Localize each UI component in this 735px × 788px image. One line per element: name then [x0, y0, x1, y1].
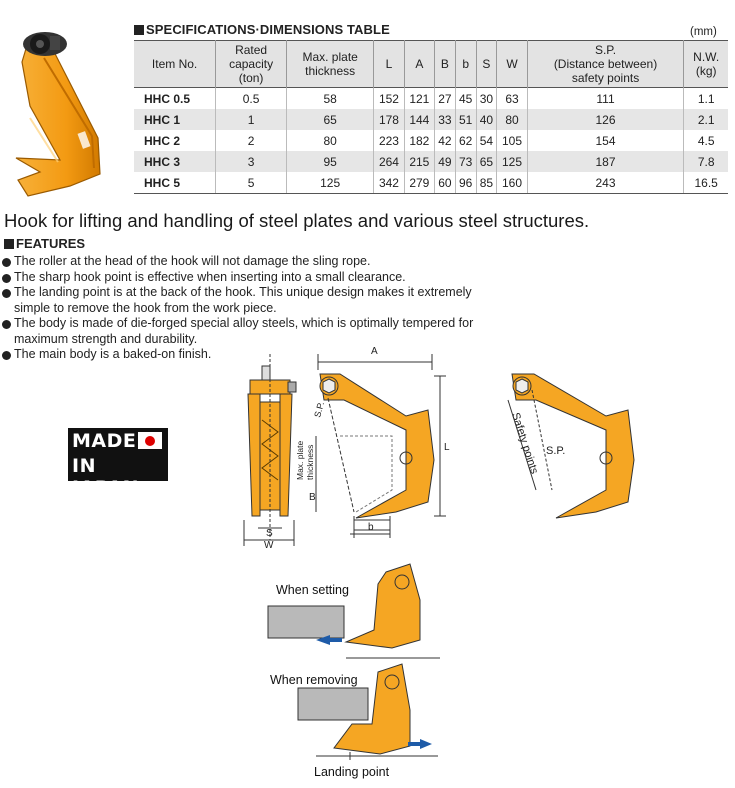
spec-value-cell: 160 [497, 172, 527, 194]
usage-diagrams [260, 560, 460, 785]
spec-value-cell: 1 [216, 109, 287, 130]
spec-value-cell: 152 [374, 88, 404, 110]
spec-value-cell: 5 [216, 172, 287, 194]
made-in-japan-badge [68, 428, 168, 499]
spec-header-cell [455, 41, 476, 88]
spec-value-cell: 7.8 [684, 151, 728, 172]
table-row [134, 172, 728, 194]
spec-value-cell: 105 [497, 130, 527, 151]
spec-header-text: S.P. [594, 43, 617, 57]
spec-table [134, 40, 728, 194]
spec-header-cell [435, 41, 456, 88]
spec-header-cell [374, 41, 404, 88]
spec-value-cell: 187 [527, 151, 684, 172]
spec-value-cell: 126 [527, 109, 684, 130]
dim-label-W: W [264, 540, 274, 550]
product-image [0, 18, 120, 208]
spec-value-cell: 342 [374, 172, 404, 194]
spec-value-cell: 243 [527, 172, 684, 194]
spec-value-cell: 58 [287, 88, 374, 110]
spec-header-text: N.W. [693, 50, 720, 64]
spec-value-cell: 95 [287, 151, 374, 172]
table-row [134, 88, 728, 110]
spec-header-text: A [415, 57, 424, 71]
spec-value-cell: 65 [476, 151, 497, 172]
spec-header-text: (ton) [238, 71, 264, 85]
spec-value-cell: 154 [527, 130, 684, 151]
spec-header-cell [527, 41, 684, 88]
spec-value-cell: 42 [435, 130, 456, 151]
spec-value-cell: 2.1 [684, 109, 728, 130]
dim-label-B: B [309, 492, 316, 503]
feature-text: The landing point is at the back of the hook. This unique design makes it extremely [14, 285, 472, 299]
spec-value-cell: 40 [476, 109, 497, 130]
item-number-cell: HHC 5 [134, 172, 216, 194]
steel-plate-removing [298, 688, 368, 720]
spec-header-text: B [440, 57, 449, 71]
spec-value-cell: 73 [455, 151, 476, 172]
spec-header-text: Item No. [151, 57, 198, 71]
spec-value-cell: 16.5 [684, 172, 728, 194]
hook-setting [346, 564, 420, 648]
table-row [134, 109, 728, 130]
spec-value-cell: 80 [497, 109, 527, 130]
steel-plate-setting [268, 606, 344, 638]
feature-text: The roller at the head of the hook will not damage the sling rope. [14, 254, 371, 268]
spec-value-cell: 85 [476, 172, 497, 194]
feature-text: The sharp hook point is effective when inserting into a small clearance. [14, 269, 406, 284]
feature-text: The main body is a baked-on finish. [14, 347, 212, 361]
spec-header-text: (Distance between) [553, 57, 658, 71]
spec-value-cell: 62 [455, 130, 476, 151]
feature-item [2, 254, 473, 270]
spec-value-cell: 80 [287, 130, 374, 151]
spec-value-cell: 144 [404, 109, 434, 130]
feature-text: simple to remove the hook from the work piece. [14, 300, 277, 315]
item-number-cell: HHC 0.5 [144, 91, 191, 106]
item-number-cell: HHC 2 [144, 133, 181, 148]
dim-label-b: b [368, 522, 374, 533]
spec-value-cell: 54 [476, 130, 497, 151]
spec-header-text: S [482, 57, 491, 71]
spec-value-cell: 223 [374, 130, 404, 151]
item-number-cell: HHC 3 [134, 151, 216, 172]
spec-value-cell: 33 [435, 109, 456, 130]
dim-label-S: S [266, 528, 273, 539]
front-view [316, 354, 446, 538]
spec-value-cell: 60 [435, 172, 456, 194]
spec-value-cell: 96 [455, 172, 476, 194]
spec-value-cell: 2 [216, 130, 287, 151]
dim-label-L: L [444, 442, 450, 453]
spec-header-cell [134, 41, 216, 88]
japan-flag-icon [138, 432, 162, 449]
landing-point-label: Landing point [314, 765, 390, 779]
spec-header-cell [497, 41, 527, 88]
dim-label-SP: S.P. [312, 400, 327, 419]
spec-value-cell: 279 [404, 172, 434, 194]
max-plate-label-1: Max. plate [295, 440, 305, 480]
spec-value-cell: 45 [455, 88, 476, 110]
spec-header-text: thickness [305, 64, 356, 78]
spec-value-cell: 65 [287, 109, 374, 130]
spec-value-cell: 3 [216, 151, 287, 172]
spec-value-cell: 51 [455, 109, 476, 130]
max-plate-label-2: thickness [305, 444, 315, 480]
spec-header-cell [216, 41, 287, 88]
feature-text: maximum strength and durability. [14, 331, 198, 346]
feature-item [2, 285, 473, 316]
badge-line2: IN JAPAN [72, 455, 140, 499]
spec-table-title: SPECIFICATIONS·DIMENSIONS TABLE [134, 22, 390, 37]
spec-header-cell [287, 41, 374, 88]
spec-header-text: Rated [235, 43, 268, 57]
arrow-right-icon [408, 739, 432, 749]
spec-value-cell: 27 [435, 88, 456, 110]
when-removing-label: When removing [270, 673, 358, 687]
spec-header-text: b [462, 57, 470, 71]
spec-value-cell: 264 [374, 151, 404, 172]
spec-value-cell: 121 [404, 88, 434, 110]
spec-header-text: Max. plate [302, 50, 358, 64]
spec-header-text: (kg) [695, 64, 717, 78]
spec-header-text: safety points [571, 71, 640, 85]
dim-label-SP2: S.P. [546, 445, 566, 457]
spec-table-header-row [134, 41, 728, 88]
dim-label-A: A [371, 346, 378, 357]
dimension-diagram [236, 340, 646, 550]
features-title: FEATURES [4, 236, 85, 251]
spec-value-cell: 182 [404, 130, 434, 151]
spec-header-text: L [385, 57, 393, 71]
spec-value-cell: 49 [435, 151, 456, 172]
unit-label: (mm) [690, 26, 717, 38]
spec-header-text: capacity [229, 57, 274, 71]
feature-text: The body is made of die-forged special alloy steels, which is optimally tempered for [14, 316, 474, 330]
spec-header-cell [476, 41, 497, 88]
item-number-cell: HHC 1 [134, 109, 216, 130]
spec-value-cell: 215 [404, 151, 434, 172]
spec-value-cell: 1.1 [684, 88, 728, 110]
spec-value-cell: 111 [527, 88, 684, 110]
when-setting-label: When setting [276, 583, 349, 597]
spec-value-cell: 30 [476, 88, 497, 110]
table-row [134, 130, 728, 151]
safety-points-label: Safety points [509, 411, 541, 476]
side-view [244, 354, 296, 546]
spec-value-cell: 0.5 [216, 88, 287, 110]
spec-header-cell [404, 41, 434, 88]
feature-item [2, 270, 473, 286]
spec-value-cell: 63 [497, 88, 527, 110]
badge-line1: MADE [72, 430, 137, 452]
spec-value-cell: 125 [497, 151, 527, 172]
spec-header-cell [684, 41, 728, 88]
spec-header-text: W [506, 57, 518, 71]
spec-value-cell: 4.5 [684, 130, 728, 151]
headline: Hook for lifting and handling of steel plates and various steel structures. [4, 210, 590, 231]
table-row [134, 151, 728, 172]
spec-value-cell: 178 [374, 109, 404, 130]
spec-value-cell: 125 [287, 172, 374, 194]
